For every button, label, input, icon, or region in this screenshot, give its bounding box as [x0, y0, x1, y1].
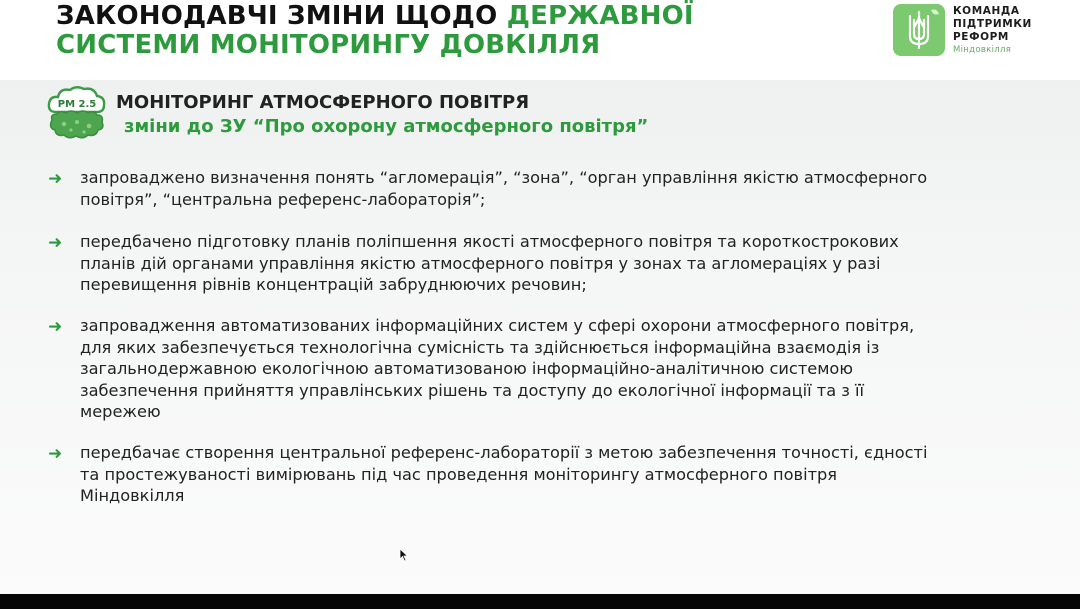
slide-header: [0, 0, 1080, 80]
logo-text: КОМАНДА ПІДТРИМКИ РЕФОРМ: [953, 5, 1032, 43]
arrow-right-icon: ➜: [48, 317, 63, 337]
section-subtitle: зміни до ЗУ “Про охорону атмосферного повітря”: [124, 116, 649, 137]
bottom-black-bar: [0, 594, 1080, 609]
arrow-right-icon: ➜: [48, 169, 63, 189]
bullet-text: запроваджено визначення понять “агломерація”, “зона”, “орган управління якістю атмосферного повітря”, “центральна референс-лабораторія”;: [80, 168, 928, 209]
title-line1-dark: ЗАКОНОДАВЧІ ЗМІНИ ЩОДО: [56, 1, 507, 31]
section-title: МОНІТОРИНГ АТМОСФЕРНОГО ПОВІТРЯ: [116, 92, 530, 113]
title-line1-green: ДЕРЖАВНОЇ: [506, 1, 694, 31]
arrow-right-icon: ➜: [48, 444, 63, 464]
mouse-pointer-icon: [399, 548, 409, 562]
arrow-right-icon: ➜: [48, 233, 63, 253]
title-line2: СИСТЕМИ МОНІТОРИНГУ ДОВКІЛЛЯ: [56, 30, 601, 60]
pm25-label: PM 2.5: [57, 99, 97, 110]
trident-emblem-icon: [893, 4, 945, 56]
bullet-text: передбачено підготовку планів поліпшення якості атмосферного повітря та короткострокових планів дій органами управління якістю атмосферного повітря у зонах та агломераціях у разі перевищення рівнів концентрацій забруднюючих речовин;: [80, 232, 899, 294]
logo-subtitle: Міндовкілля: [953, 45, 1012, 55]
bullet-text: передбачає створення центральної референс-лабораторії з метою забезпечення точності, єдності та простежуваності вимірювань під час проведення моніторингу атмосферного повітря Міндовкілля: [80, 443, 928, 505]
pm25-cloud-icon: [44, 84, 110, 142]
slide-title: [56, 2, 694, 60]
reform-team-logo: [893, 4, 1073, 58]
bullet-text: запровадження автоматизованих інформаційних систем у сфері охорони атмосферного повітря, для яких забезпечується технологічна сумісність та здійснюється інформаційна взаємодія із загальнодержавною екологічною автоматизованою інформаційно-аналітичною системою забезпечення прийняття управлінських рішень та доступу до екологічної інформації та з її мережею: [80, 316, 915, 421]
